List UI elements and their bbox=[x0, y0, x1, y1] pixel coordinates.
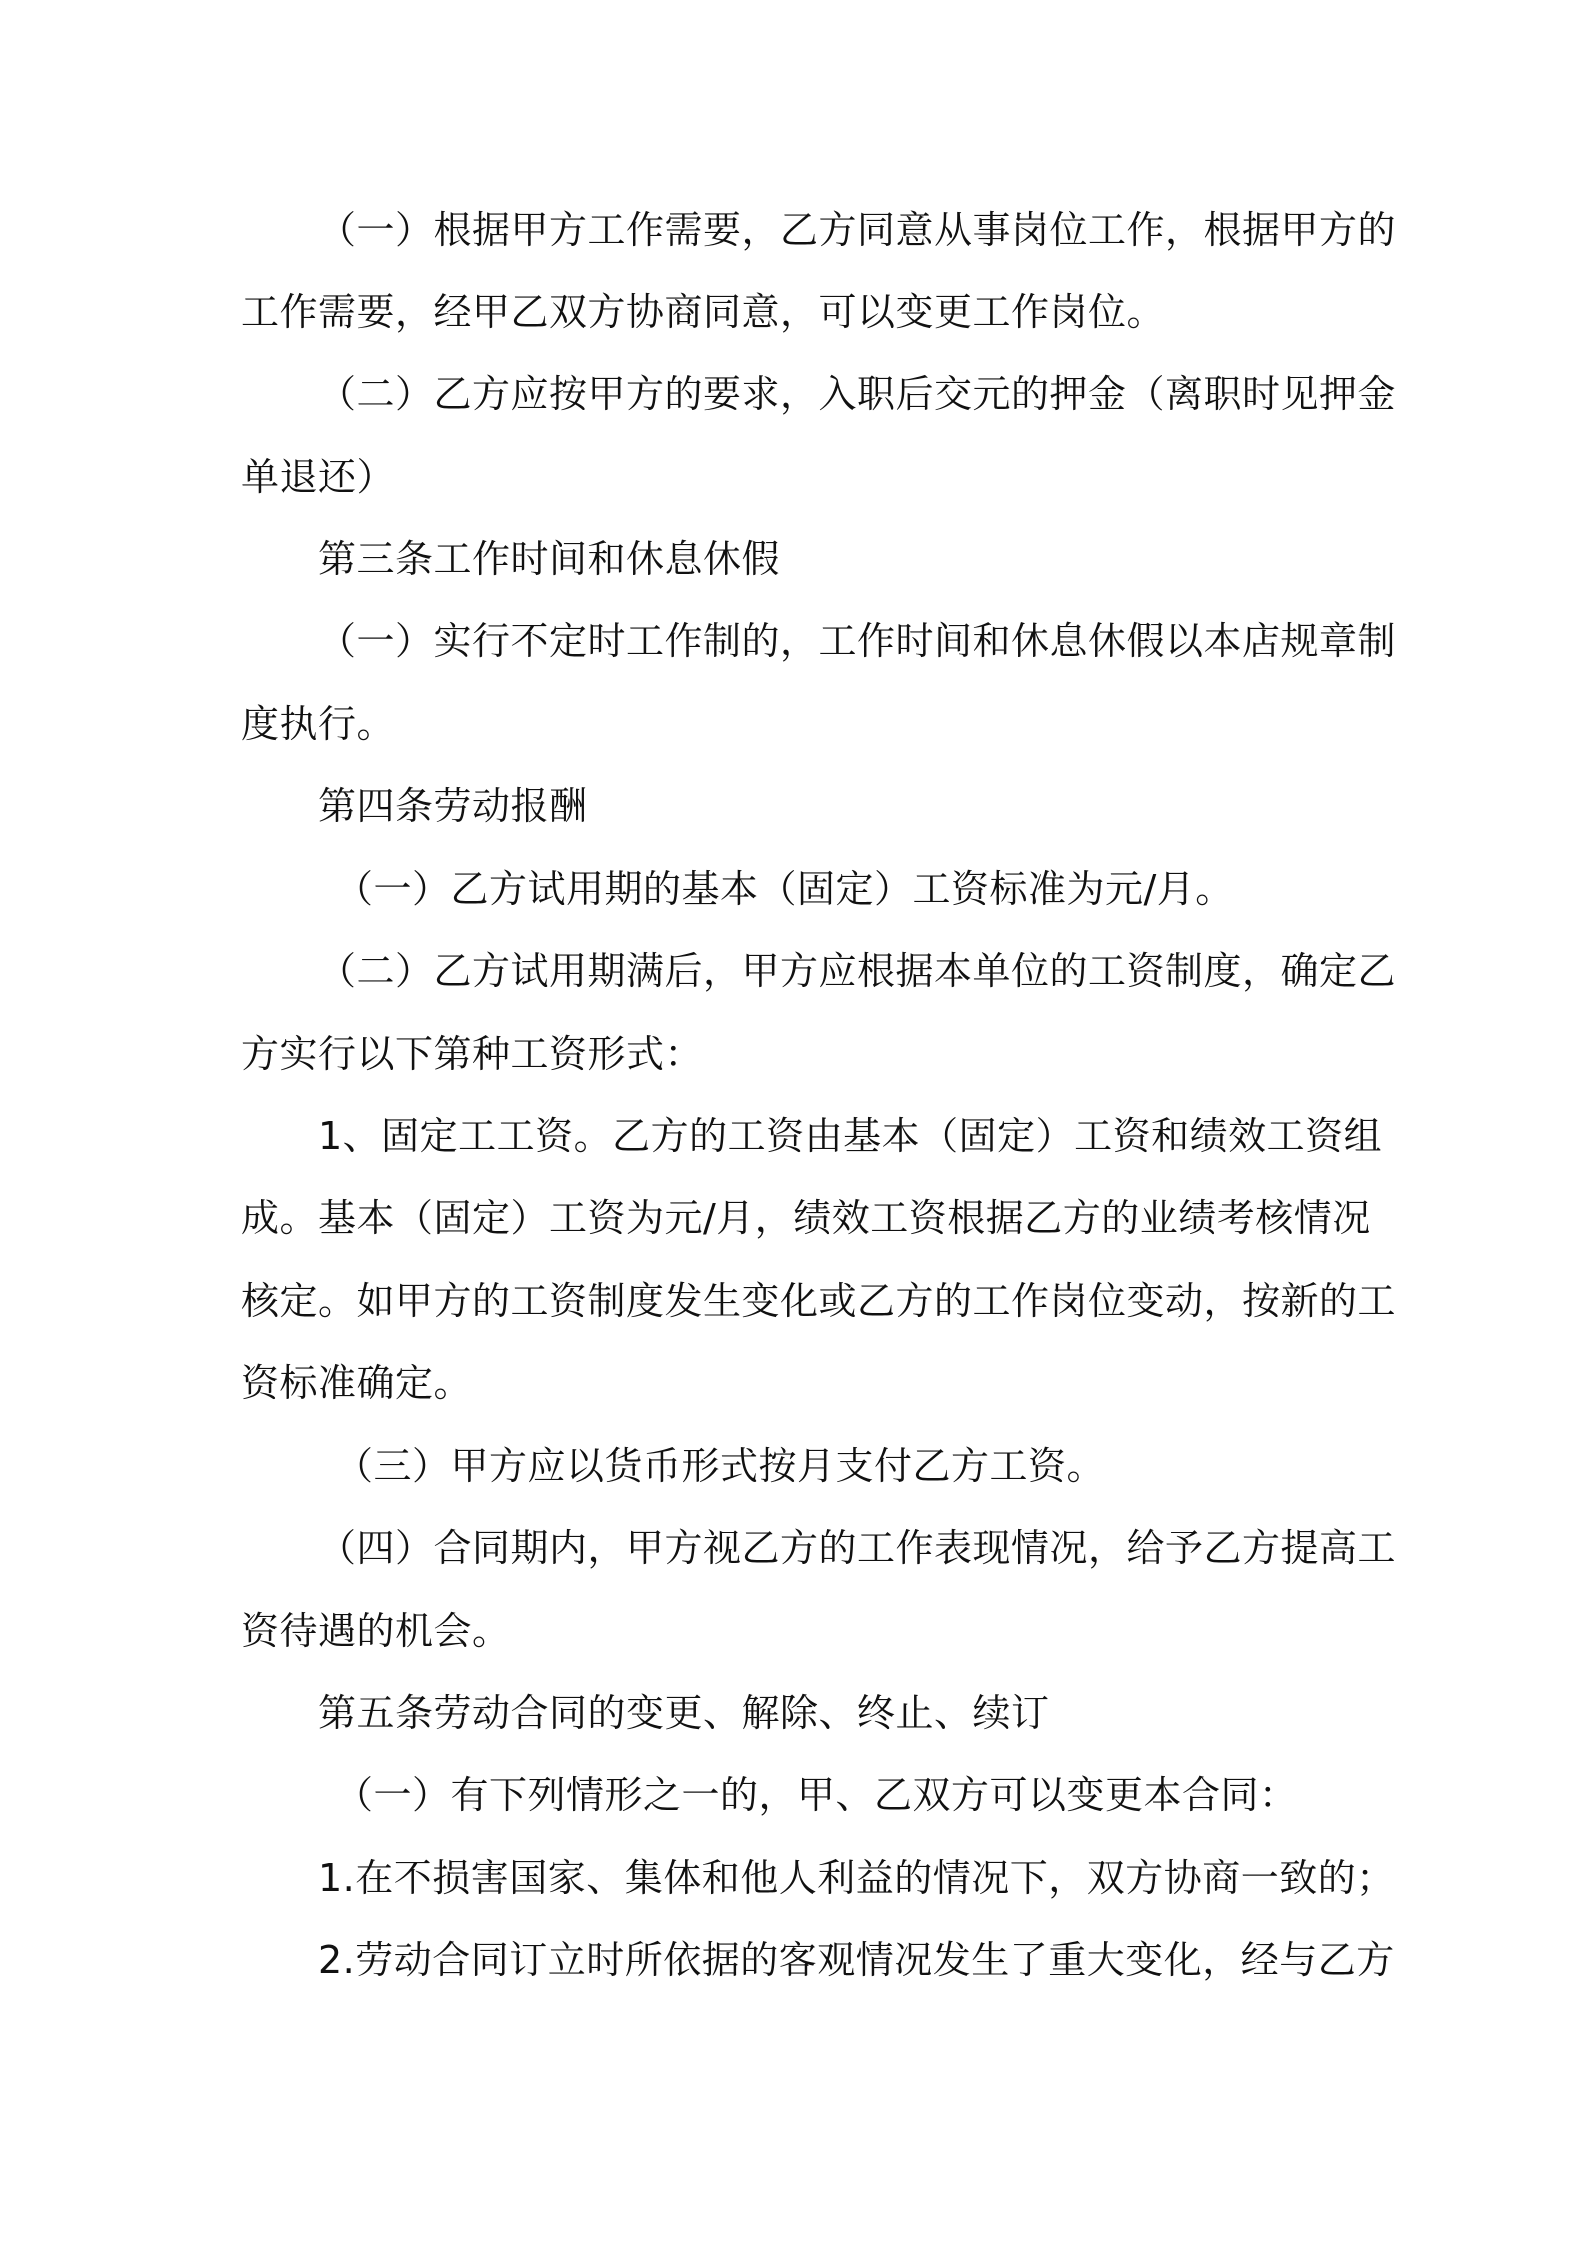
clause-5-item-1-case-2: 2.劳动合同订立时所依据的客观情况发生了重大变化，经与乙方 bbox=[318, 1938, 1395, 1982]
clause-3-item-1-line-2: 度执行。 bbox=[241, 702, 396, 746]
clause-2-item-2-line-2: 单退还） bbox=[241, 455, 396, 499]
clause-4-item-4-line-2: 资待遇的机会。 bbox=[241, 1609, 511, 1653]
clause-5-heading: 第五条劳动合同的变更、解除、终止、续订 bbox=[318, 1691, 1050, 1735]
clause-4-heading: 第四条劳动报酬 bbox=[318, 784, 588, 828]
clause-3-heading: 第三条工作时间和休息休假 bbox=[318, 537, 781, 581]
clause-5-item-1: （一）有下列情形之一的，甲、乙双方可以变更本合同： bbox=[335, 1773, 1298, 1817]
clause-2-item-1-line-2: 工作需要，经甲乙双方协商同意，可以变更工作岗位。 bbox=[241, 290, 1166, 334]
clause-3-item-1-line-1: （一）实行不定时工作制的，工作时间和休息休假以本店规章制 bbox=[318, 619, 1397, 663]
clause-4-item-2-line-2: 方实行以下第种工资形式： bbox=[241, 1032, 704, 1076]
clause-4-item-2-line-1: （二）乙方试用期满后，甲方应根据本单位的工资制度，确定乙 bbox=[318, 949, 1397, 993]
clause-4-item-1: （一）乙方试用期的基本（固定）工资标准为元/月。 bbox=[335, 867, 1234, 911]
clause-4-form-1-line-4: 资标准确定。 bbox=[241, 1361, 473, 1405]
clause-4-form-1-line-1: 1、固定工工资。乙方的工资由基本（固定）工资和绩效工资组 bbox=[318, 1114, 1383, 1158]
clause-4-item-3: （三）甲方应以货币形式按月支付乙方工资。 bbox=[335, 1444, 1106, 1488]
clause-4-form-1-line-2: 成。基本（固定）工资为元/月，绩效工资根据乙方的业绩考核情况 bbox=[241, 1196, 1371, 1240]
clause-5-item-1-case-1: 1.在不损害国家、集体和他人利益的情况下，双方协商一致的； bbox=[318, 1856, 1395, 1900]
clause-2-item-2-line-1: （二）乙方应按甲方的要求，入职后交元的押金（离职时见押金 bbox=[318, 372, 1397, 416]
clause-4-form-1-line-3: 核定。如甲方的工资制度发生变化或乙方的工作岗位变动，按新的工 bbox=[241, 1279, 1397, 1323]
clause-2-item-1-line-1: （一）根据甲方工作需要，乙方同意从事岗位工作，根据甲方的 bbox=[318, 208, 1397, 252]
clause-4-item-4-line-1: （四）合同期内，甲方视乙方的工作表现情况，给予乙方提高工 bbox=[318, 1526, 1397, 1570]
